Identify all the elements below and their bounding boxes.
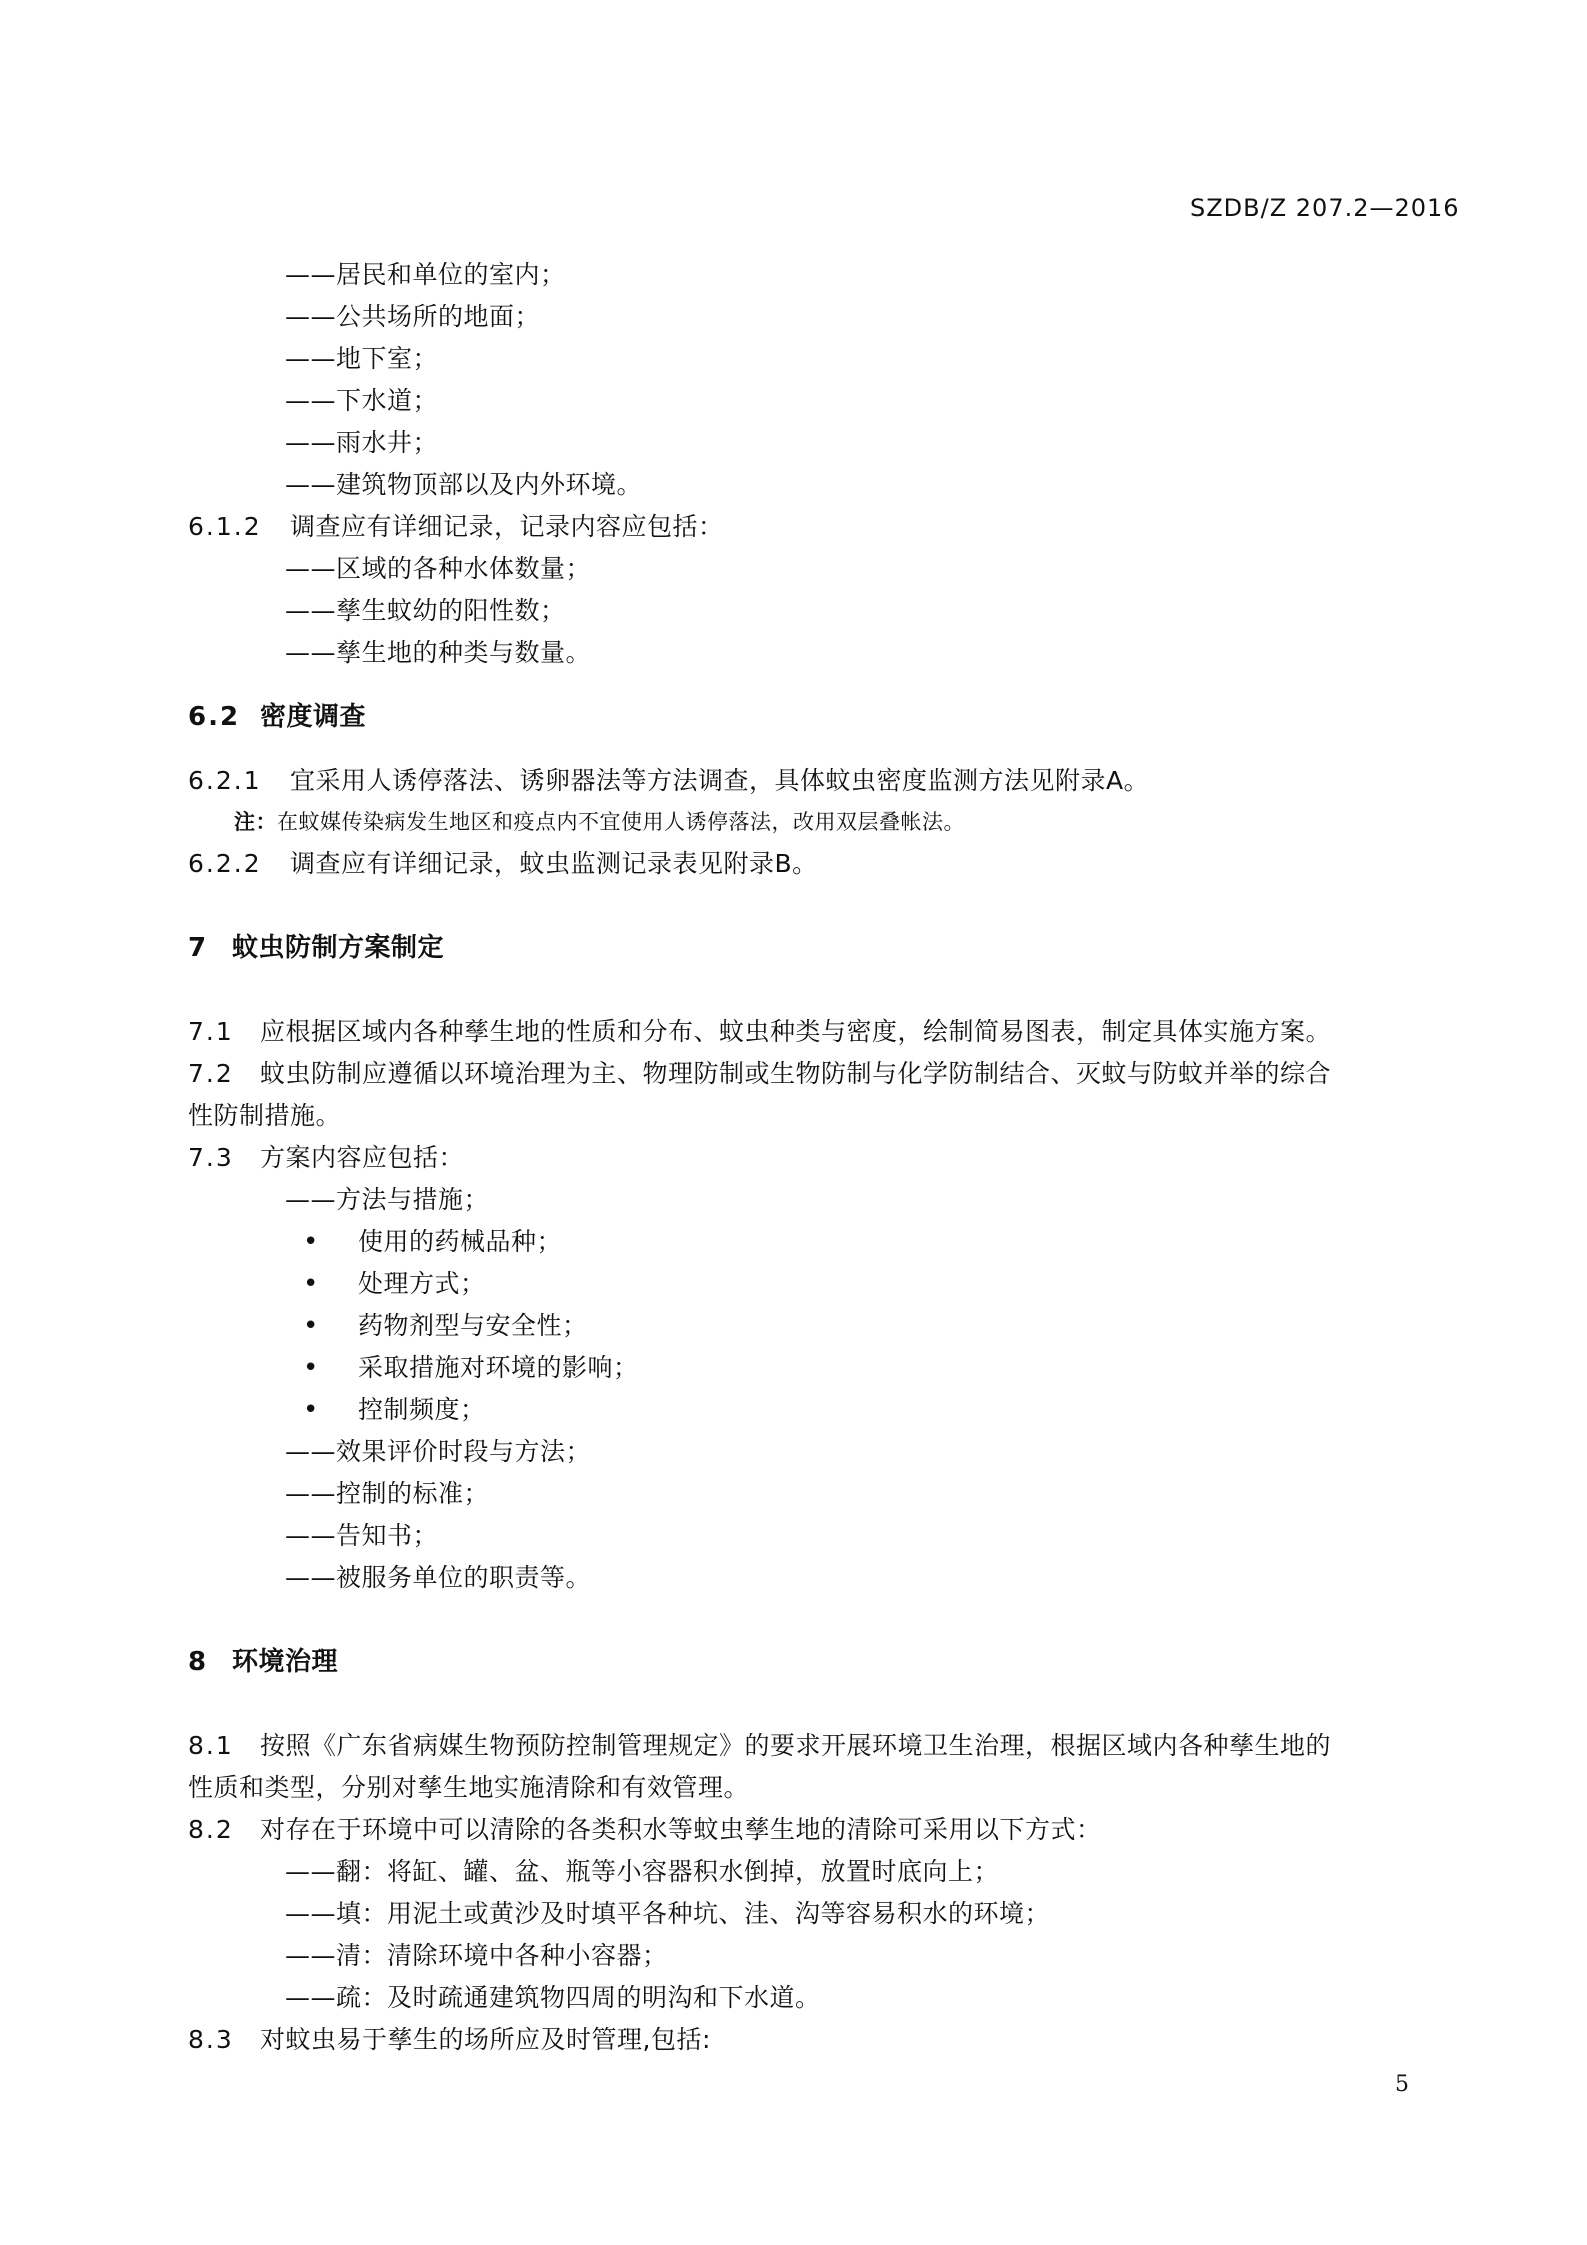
list-item: ——清：清除环境中各种小容器； bbox=[285, 1941, 668, 1970]
clause-text: 方案内容应包括： bbox=[260, 1143, 465, 1172]
bullet-icon: • bbox=[303, 1311, 319, 1341]
clause-text-continued: 性质和类型，分别对孳生地实施清除和有效管理。 bbox=[188, 1773, 750, 1802]
bullet-item: 控制频度； bbox=[358, 1395, 486, 1424]
page-number: 5 bbox=[1395, 2072, 1409, 2097]
clause-text: 蚊虫防制应遵循以环境治理为主、物理防制或生物防制与化学防制结合、灭蚊与防蚊并举的综合 bbox=[260, 1059, 1332, 1088]
list-item: ——孳生地的种类与数量。 bbox=[285, 638, 592, 667]
clause-number: 6.1.2 bbox=[188, 512, 262, 541]
bullet-icon: • bbox=[303, 1227, 319, 1257]
list-item: ——效果评价时段与方法； bbox=[285, 1437, 592, 1466]
clause-text: 对蚊虫易于孳生的场所应及时管理,包括: bbox=[260, 2025, 711, 2054]
bullet-item: 处理方式； bbox=[358, 1269, 486, 1298]
list-item: ——告知书； bbox=[285, 1521, 439, 1550]
list-item: ——翻：将缸、罐、盆、瓶等小容器积水倒掉，放置时底向上； bbox=[285, 1857, 1000, 1886]
clause-text-continued: 性防制措施。 bbox=[188, 1101, 342, 1130]
note-label: 注： bbox=[234, 810, 277, 834]
clause-6-1-2 bbox=[188, 510, 724, 544]
bullet-item: 采取措施对环境的影响； bbox=[358, 1353, 639, 1382]
document-code-header: SZDB/Z 207.2—2016 bbox=[1190, 194, 1460, 222]
section-title: 蚊虫防制方案制定 bbox=[232, 933, 445, 963]
list-item: ——方法与措施； bbox=[285, 1185, 490, 1214]
clause-number: 8.1 bbox=[188, 1731, 234, 1760]
clause-6-2-2 bbox=[188, 847, 818, 881]
bullet-item: 使用的药械品种； bbox=[358, 1227, 563, 1256]
clause-7-1 bbox=[188, 1015, 1331, 1049]
clause-number: 8.3 bbox=[188, 2025, 234, 2054]
list-item: ——控制的标准； bbox=[285, 1479, 490, 1508]
bullet-item: 药物剂型与安全性； bbox=[358, 1311, 588, 1340]
list-item: ——下水道； bbox=[285, 386, 439, 415]
bullet-icon: • bbox=[303, 1269, 319, 1299]
clause-8-2 bbox=[188, 1813, 1102, 1847]
list-item: ——雨水井； bbox=[285, 428, 439, 457]
section-title: 环境治理 bbox=[232, 1647, 339, 1677]
clause-text: 调查应有详细记录，记录内容应包括： bbox=[290, 512, 724, 541]
clause-number: 7.2 bbox=[188, 1059, 234, 1088]
list-item: ——被服务单位的职责等。 bbox=[285, 1563, 592, 1592]
list-item: ——建筑物顶部以及内外环境。 bbox=[285, 470, 643, 499]
section-number: 6.2 bbox=[188, 702, 241, 732]
note bbox=[234, 805, 965, 839]
list-item: ——孳生蚊幼的阳性数； bbox=[285, 596, 566, 625]
clause-7-2 bbox=[188, 1057, 1331, 1091]
clause-text: 按照《广东省病媒生物预防控制管理规定》的要求开展环境卫生治理，根据区域内各种孳生地的 bbox=[260, 1731, 1332, 1760]
clause-8-3 bbox=[188, 2023, 711, 2057]
clause-7-3 bbox=[188, 1141, 464, 1175]
list-item: ——居民和单位的室内； bbox=[285, 260, 566, 289]
list-item: ——疏：及时疏通建筑物四周的明沟和下水道。 bbox=[285, 1983, 821, 2012]
list-item: ——公共场所的地面； bbox=[285, 302, 541, 331]
clause-text: 调查应有详细记录，蚊虫监测记录表见附录B。 bbox=[290, 849, 818, 878]
clause-text: 宜采用人诱停落法、诱卵器法等方法调查，具体蚊虫密度监测方法见附录A。 bbox=[290, 766, 1150, 795]
note-text: 在蚊媒传染病发生地区和疫点内不宜使用人诱停落法，改用双层叠帐法。 bbox=[277, 810, 965, 834]
clause-8-1 bbox=[188, 1729, 1331, 1763]
section-title: 密度调查 bbox=[260, 702, 367, 732]
clause-number: 7.1 bbox=[188, 1017, 234, 1046]
clause-number: 8.2 bbox=[188, 1815, 234, 1844]
clause-number: 7.3 bbox=[188, 1143, 234, 1172]
section-heading-7 bbox=[188, 931, 444, 965]
clause-number: 6.2.1 bbox=[188, 766, 262, 795]
list-item: ——区域的各种水体数量； bbox=[285, 554, 592, 583]
clause-text: 对存在于环境中可以清除的各类积水等蚊虫孳生地的清除可采用以下方式： bbox=[260, 1815, 1102, 1844]
list-item: ——填：用泥土或黄沙及时填平各种坑、洼、沟等容易积水的环境； bbox=[285, 1899, 1051, 1928]
clause-text: 应根据区域内各种孳生地的性质和分布、蚊虫种类与密度，绘制简易图表，制定具体实施方案。 bbox=[260, 1017, 1332, 1046]
clause-number: 6.2.2 bbox=[188, 849, 262, 878]
section-number: 7 bbox=[188, 933, 209, 963]
section-number: 8 bbox=[188, 1647, 209, 1677]
section-heading-6-2 bbox=[188, 700, 366, 734]
bullet-icon: • bbox=[303, 1353, 319, 1383]
clause-6-2-1 bbox=[188, 764, 1149, 798]
list-item: ——地下室； bbox=[285, 344, 439, 373]
bullet-icon: • bbox=[303, 1395, 319, 1425]
section-heading-8 bbox=[188, 1645, 338, 1679]
